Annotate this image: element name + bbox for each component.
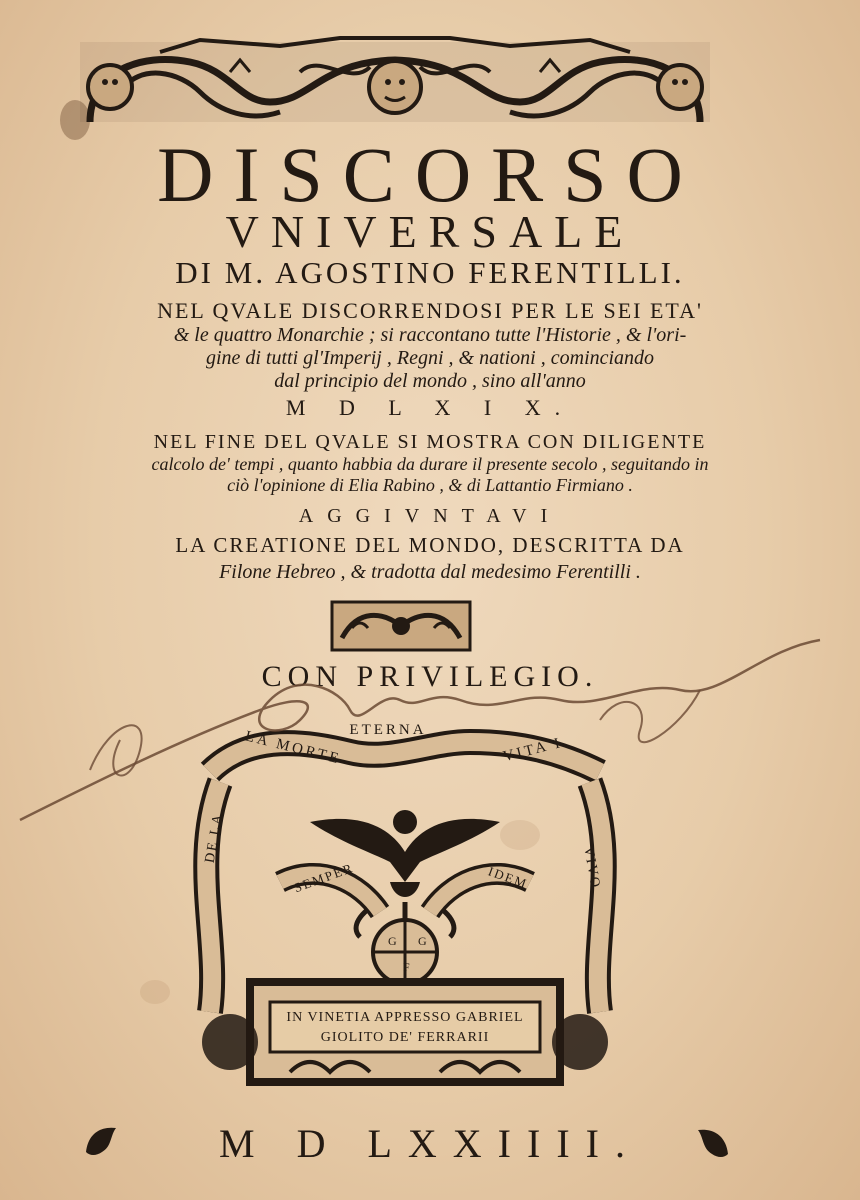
privilege-line: CON PRIVILEGIO. [261,660,599,693]
subtitle-line-1: NEL QVALE DISCORRENDOSI PER LE SEI ETA' [157,298,703,323]
cartouche-line-1: IN VINETIA APPRESSO GABRIEL [286,1010,524,1025]
globe-letter: G [388,934,397,948]
device-banner-side-left: DE LA [202,811,227,865]
device-banner-top: ETERNA [349,722,427,738]
subtitle-line-2: & le quattro Monarchie ; si raccontano tutte l'Historie , & l'ori- [173,324,687,346]
fleuron-ornament-icon [328,598,474,654]
cartouche-line-2: GIOLITO DE' FERRARII [320,1030,490,1045]
addition-line-1: LA CREATIONE DEL MONDO, DESCRITTA DA [175,533,685,557]
paragraph-2-line-1: NEL FINE DEL QVALE SI MOSTRA CON DILIGENTE [153,431,707,453]
device-ribbon-right: IDEM [486,863,531,892]
printer-device-phoenix-icon [190,712,620,1112]
foxing-spot [140,980,170,1004]
title-line-1: DISCORSO [157,131,703,218]
paragraph-2-line-3: ciò l'opinione di Elia Rabino , & di Lattantio Firmiano . [227,475,633,495]
subtitle-line-4: dal principio del mondo , sino all'anno [274,370,586,392]
leaf-fleuron-right-icon [692,1124,732,1160]
subtitle-year: M D L X I X. [285,395,575,420]
subtitle-line-3: gine di tutti gl'Imperij , Regni , & nationi , cominciando [205,347,655,369]
device-banner-side-right: VIVO [580,845,603,891]
device-banner-right: VITA I [501,734,565,766]
imprint-date: M D LXXIIII. [219,1121,641,1166]
title-line-2: VNIVERSALE [225,206,635,257]
device-banner-left: LA MORTE [243,728,343,768]
device-ribbon-left: SEMPER [291,859,356,896]
globe-letter: F [403,960,410,974]
globe-letter: G [418,934,427,948]
addition-line-2: Filone Hebreo , & tradotta dal medesimo Ferentilli . [219,561,641,583]
paragraph-2-line-2: calcolo de' tempi , quanto habbia da durare il presente secolo , seguitando in [151,454,709,474]
headpiece-ornament-icon [80,32,710,134]
title-line-3: DI M. AGOSTINO FERENTILLI. [175,255,685,290]
addition-heading: AGGIVNTAVI [298,505,562,527]
